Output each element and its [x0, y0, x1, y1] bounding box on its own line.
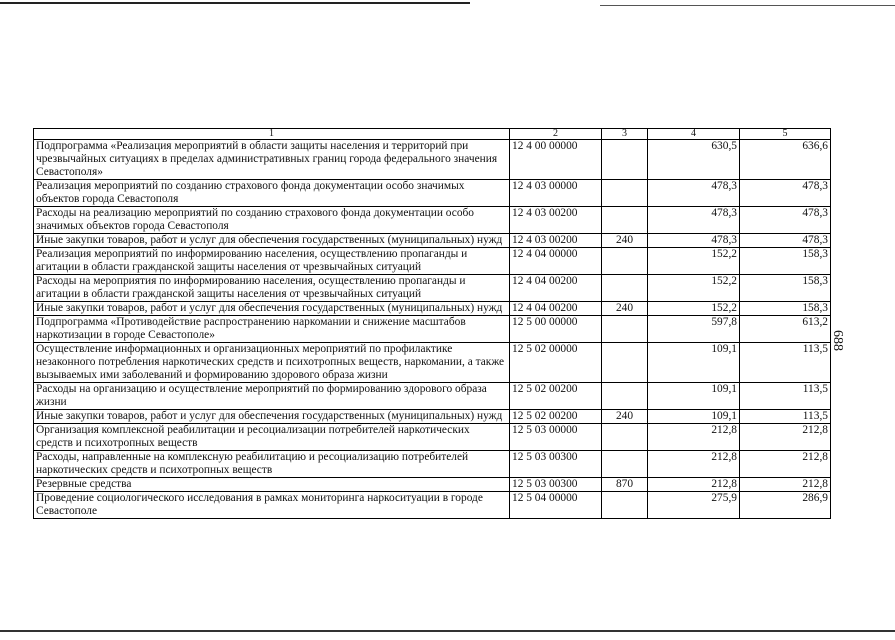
row-amount-year1: 212,8: [648, 424, 740, 451]
header-col-1: 1: [34, 129, 510, 140]
row-amount-year1: 478,3: [648, 234, 740, 248]
row-expense-type: [602, 492, 648, 519]
row-expense-type: 240: [602, 234, 648, 248]
bottom-border-line: [0, 630, 895, 632]
row-amount-year2: 636,6: [740, 140, 831, 180]
header-col-4: 4: [648, 129, 740, 140]
row-amount-year2: 113,5: [740, 383, 831, 410]
row-code: 12 5 02 00200: [510, 383, 602, 410]
row-name: Подпрограмма «Реализация мероприятий в области защиты населения и территорий при чрезвычайных ситуациях в пределах административных границ города федерального значения Севастополя»: [34, 140, 510, 180]
row-amount-year2: 478,3: [740, 180, 831, 207]
table-row: [34, 302, 831, 316]
table-row: [34, 343, 831, 383]
row-code: 12 5 03 00000: [510, 424, 602, 451]
row-amount-year2: 212,8: [740, 424, 831, 451]
top-border-line: [0, 2, 470, 4]
row-amount-year1: 275,9: [648, 492, 740, 519]
budget-table: [33, 128, 831, 519]
row-name: Расходы на организацию и осуществление мероприятий по формированию здорового образа жизни: [34, 383, 510, 410]
row-expense-type: [602, 248, 648, 275]
row-name: Иные закупки товаров, работ и услуг для обеспечения государственных (муниципальных) нужд: [34, 410, 510, 424]
header-col-2: 2: [510, 129, 602, 140]
row-amount-year1: 478,3: [648, 180, 740, 207]
row-code: 12 5 03 00300: [510, 478, 602, 492]
row-name: Проведение социологического исследования в рамках мониторинга наркоситуации в городе Севастополе: [34, 492, 510, 519]
row-expense-type: 240: [602, 302, 648, 316]
table-row: [34, 478, 831, 492]
row-code: 12 4 03 00200: [510, 234, 602, 248]
row-amount-year2: 212,8: [740, 451, 831, 478]
row-expense-type: [602, 343, 648, 383]
row-expense-type: [602, 140, 648, 180]
row-amount-year2: 113,5: [740, 410, 831, 424]
row-code: 12 4 00 00000: [510, 140, 602, 180]
row-amount-year1: 212,8: [648, 451, 740, 478]
table-row: [34, 275, 831, 302]
row-amount-year1: 152,2: [648, 302, 740, 316]
row-expense-type: [602, 424, 648, 451]
row-amount-year2: 478,3: [740, 207, 831, 234]
row-code: 12 4 03 00200: [510, 207, 602, 234]
row-code: 12 5 02 00000: [510, 343, 602, 383]
row-expense-type: [602, 180, 648, 207]
row-name: Расходы на мероприятия по информированию населения, осуществлению пропаганды и агитации в области гражданской защиты населения от чрезвычайных ситуаций: [34, 275, 510, 302]
table-row: [34, 410, 831, 424]
top-border-line-right: [600, 5, 895, 6]
row-expense-type: [602, 316, 648, 343]
table-row: [34, 424, 831, 451]
row-amount-year2: 113,5: [740, 343, 831, 383]
row-amount-year1: 109,1: [648, 383, 740, 410]
row-amount-year1: 109,1: [648, 410, 740, 424]
row-expense-type: [602, 383, 648, 410]
table-row: [34, 383, 831, 410]
header-col-3: 3: [602, 129, 648, 140]
row-amount-year2: 212,8: [740, 478, 831, 492]
row-code: 12 4 04 00200: [510, 275, 602, 302]
row-code: 12 5 04 00000: [510, 492, 602, 519]
table-row: [34, 492, 831, 519]
row-amount-year1: 478,3: [648, 207, 740, 234]
row-name: Осуществление информационных и организационных мероприятий по профилактике незаконного потребления наркотических средств и психотропных веществ, наркомании, а также вызываемых ими заболеваний и формированию здорового образа жизни: [34, 343, 510, 383]
row-amount-year1: 630,5: [648, 140, 740, 180]
row-expense-type: [602, 451, 648, 478]
row-expense-type: 240: [602, 410, 648, 424]
row-amount-year2: 158,3: [740, 302, 831, 316]
row-name: Организация комплексной реабилитации и ресоциализации потребителей наркотических средств и психотропных веществ: [34, 424, 510, 451]
table-row: [34, 207, 831, 234]
row-amount-year1: 597,8: [648, 316, 740, 343]
table-row: [34, 316, 831, 343]
header-col-5: 5: [740, 129, 831, 140]
row-amount-year1: 109,1: [648, 343, 740, 383]
row-code: 12 5 03 00300: [510, 451, 602, 478]
row-amount-year2: 158,3: [740, 275, 831, 302]
table-row: [34, 234, 831, 248]
row-amount-year2: 478,3: [740, 234, 831, 248]
row-name: Расходы, направленные на комплексную реабилитацию и ресоциализацию потребителей наркотических средств и психотропных веществ: [34, 451, 510, 478]
table-header-row: [34, 129, 831, 140]
row-code: 12 4 03 00000: [510, 180, 602, 207]
row-code: 12 4 04 00200: [510, 302, 602, 316]
row-name: Подпрограмма «Противодействие распространению наркомании и снижение масштабов наркотизации в городе Севастополе»: [34, 316, 510, 343]
table-row: [34, 248, 831, 275]
row-name: Реализация мероприятий по созданию страхового фонда документации особо значимых объектов города Севастополя: [34, 180, 510, 207]
row-name: Иные закупки товаров, работ и услуг для обеспечения государственных (муниципальных) нужд: [34, 234, 510, 248]
row-amount-year2: 613,2: [740, 316, 831, 343]
row-name: Резервные средства: [34, 478, 510, 492]
row-expense-type: [602, 275, 648, 302]
row-code: 12 4 04 00000: [510, 248, 602, 275]
table-row: [34, 140, 831, 180]
row-amount-year1: 212,8: [648, 478, 740, 492]
row-amount-year1: 152,2: [648, 248, 740, 275]
row-amount-year2: 158,3: [740, 248, 831, 275]
row-amount-year1: 152,2: [648, 275, 740, 302]
table-row: [34, 180, 831, 207]
row-code: 12 5 02 00200: [510, 410, 602, 424]
row-expense-type: [602, 207, 648, 234]
page-number: 688: [830, 330, 845, 351]
row-amount-year2: 286,9: [740, 492, 831, 519]
table-row: [34, 451, 831, 478]
row-expense-type: 870: [602, 478, 648, 492]
row-name: Реализация мероприятий по информированию населения, осуществлению пропаганды и агитации в области гражданской защиты населения от чрезвычайных ситуаций: [34, 248, 510, 275]
row-name: Расходы на реализацию мероприятий по созданию страхового фонда документации особо значимых объектов города Севастополя: [34, 207, 510, 234]
row-name: Иные закупки товаров, работ и услуг для обеспечения государственных (муниципальных) нужд: [34, 302, 510, 316]
row-code: 12 5 00 00000: [510, 316, 602, 343]
